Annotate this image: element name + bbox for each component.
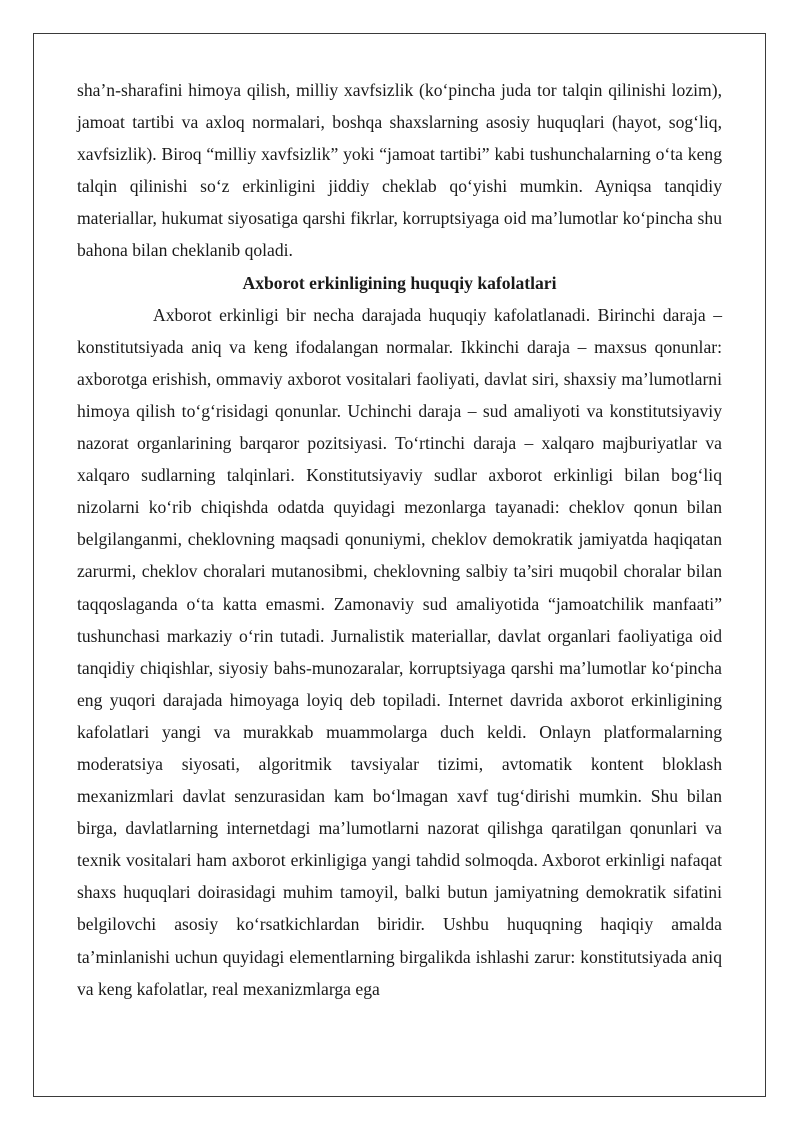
document-body <box>77 74 722 1005</box>
body-paragraph: Axborot erkinligi bir necha darajada huquqiy kafolatlanadi. Birinchi daraja – konstitutsiyada aniq va keng ifodalangan normalar. Ikkinchi daraja – maxsus qonunlar: axborotga erishish, ommaviy axborot vositalari faoliyati, davlat siri, shaxsiy ma’lumotlarni himoya qilish to‘g‘risidagi qonunlar. Uchinchi daraja – sud amaliyoti va konstitutsiyaviy nazorat organlarining barqaror pozitsiyasi. To‘rtinchi daraja – xalqaro majburiyatlar va xalqaro sudlarning talqinlari. Konstitutsiyaviy sudlar axborot erkinligi bilan bog‘liq nizolarni ko‘rib chiqishda odatda quyidagi mezonlarga tayanadi: cheklov qonun bilan belgilanganmi, cheklovning maqsadi qonuniymi, cheklov demokratik jamiyatda haqiqatan zarurmi, cheklov choralari mutanosibmi, cheklovning salbiy ta’siri muqobil choralar bilan taqqoslaganda o‘ta katta emasmi. Zamonaviy sud amaliyotida “jamoatchilik manfaati” tushunchasi markaziy o‘rin tutadi. Jurnalistik materiallar, davlat organlari faoliyatiga oid tanqidiy chiqishlar, siyosiy bahs-munozaralar, korruptsiyaga qarshi ma’lumotlar ko‘pincha eng yuqori darajada himoyaga loyiq deb topiladi. Internet davrida axborot erkinligining kafolatlari yangi va murakkab muammolarga duch keldi. Onlayn platformalarning moderatsiya siyosati, algoritmik tavsiyalar tizimi, avtomatik kontent bloklash mexanizmlari davlat senzurasidan kam bo‘lmagan xavf tug‘dirishi mumkin. Shu bilan birga, davlatlarning internetdagi ma’lumotlarni nazorat qilishga qaratilgan qonunlari va texnik vositalari ham axborot erkinligiga yangi tahdid solmoqda. Axborot erkinligi nafaqat shaxs huquqlari doirasidagi muhim tamoyil, balki butun jamiyatning demokratik sifatini belgilovchi asosiy ko‘rsatkichlardan biridir. Ushbu huquqning haqiqiy amalda ta’minlanishi uchun quyidagi elementlarning birgalikda ishlashi zarur: konstitutsiyada aniq va keng kafolatlar, real mexanizmlarga ega <box>77 304 722 999</box>
intro-paragraph: sha’n-sharafini himoya qilish, milliy xavfsizlik (ko‘pincha juda tor talqin qilinishi lozim), jamoat tartibi va axloq normalari, boshqa shaxslarning asosiy huquqlari (hayot, sog‘liq, xavfsizlik). Biroq “milliy xavfsizlik” yoki “jamoat tartibi” kabi tushunchalarning o‘ta keng talqin qilinishi so‘z erkinligini jiddiy cheklab qo‘yishi mumkin. Ayniqsa tanqidiy materiallar, hukumat siyosatiga qarshi fikrlar, korruptsiyaga oid ma’lumotlar ko‘pincha shu bahona bilan cheklanib qoladi. <box>77 80 722 261</box>
section-heading: Axborot erkinligining huquqiy kafolatlari <box>242 272 557 293</box>
